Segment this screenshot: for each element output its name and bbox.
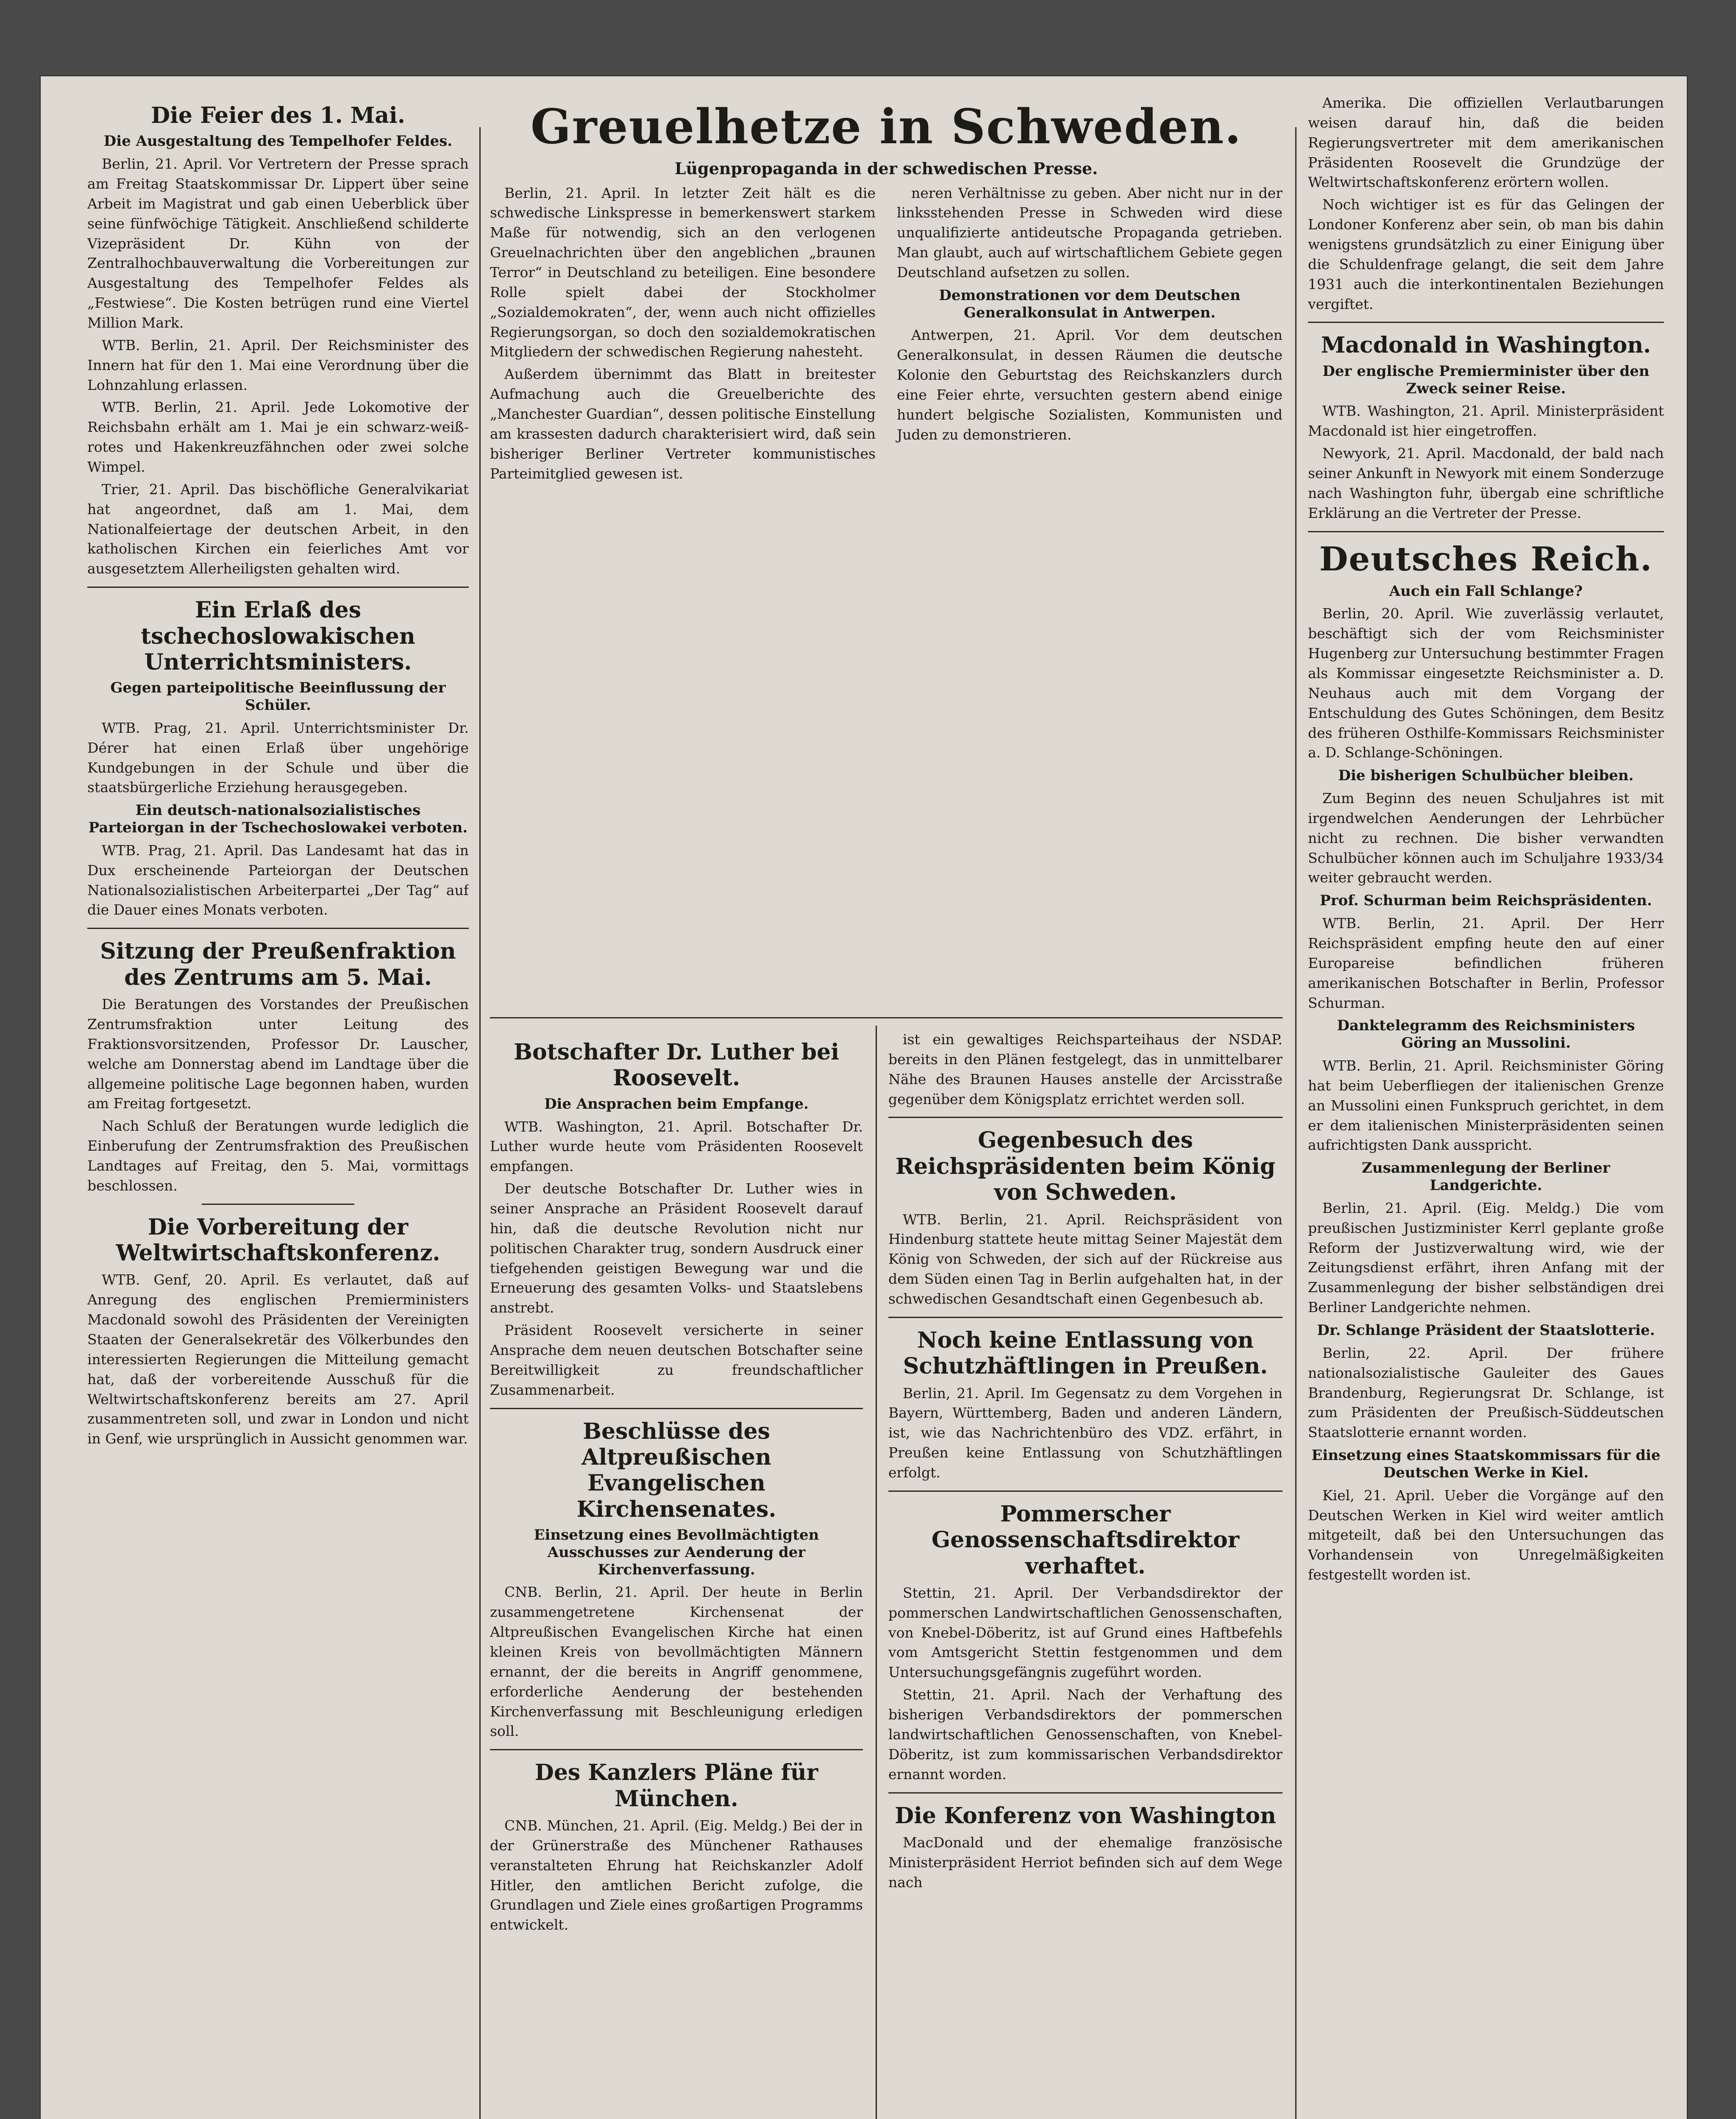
article-divider	[202, 1204, 354, 1205]
main-article-left	[490, 184, 876, 487]
article-divider	[87, 928, 469, 929]
article-paragraph: Zum Beginn des neuen Schuljahres ist mit irgendwelchen Aenderungen der Lehrbücher nicht zu rechnen. Die bisher verwandten Schulbücher können auch im Schuljahre 1933/34 weiter gebraucht werden.	[1308, 790, 1664, 886]
article-divider	[888, 1491, 1283, 1492]
article-paragraph: WTB. Washington, 21. April. Botschafter Dr. Luther wurde heute vom Präsidenten Roosevelt empfangen.	[490, 1118, 863, 1175]
article-paragraph: WTB. Berlin, 21. April. Der Herr Reichspräsident empfing heute den auf einer Europareise befindlichen früheren amerikanischen Botschafter in Berlin, Professor Schurman.	[1308, 915, 1664, 1011]
article-paragraph: Berlin, 22. April. Der frühere nationalsozialistische Gauleiter des Gaues Brandenburg, Regierungsrat Dr. Schlange, ist zum Präsidenten der Preußisch-Süddeutschen Staatslotterie ernannt worden.	[1308, 1344, 1664, 1441]
article-subtitle-kirche: Einsetzung eines Bevollmächtigten Ausschusses zur Aenderung der Kirchenverfassung.	[534, 1526, 819, 1578]
article-paragraph: ist ein gewaltiges Reichsparteihaus der NSDAP. bereits in den Plänen festgelegt, das in unmittelbarer Nähe des Braunen Hauses anstelle der Arcisstraße gegenüber dem Königsplatz errichtet werden soll.	[888, 1031, 1283, 1107]
article-title-zentrum: Sitzung der Preußenfraktion des Zentrums am 5. Mai.	[100, 938, 456, 990]
article-paragraph: Amerika. Die offiziellen Verlautbarungen weisen darauf hin, daß die beiden Regierungsvertreter mit dem amerikanischen Präsidenten Roosevelt die Grundzüge der Weltwirtschaftskonferenz erörtern wollen.	[1308, 95, 1664, 191]
article-paragraph: WTB. Genf, 20. April. Es verlautet, daß auf Anregung des englischen Premierministers Macdonald sowohl des Präsidenten der Vereinigten Staaten der Generalsekretär des Völkerbundes den interessierten Regierungen die Mitteilung gemacht hat, daß der vorbereitende Ausschuß für die Weltwirtschaftskonferenz bereits am 27. April zusammentreten soll, und zwar in London und nicht in Genf, wie ursprünglich in Aussicht genommen war.	[87, 1271, 469, 1447]
article-paragraph: Berlin, 21. April. (Eig. Meldg.) Die vom preußischen Justizminister Kerrl geplante große Reform der Justizverwaltung wird, wie der Zeitungsdienst erfährt, ihren Anfang mit der Zusammenlegung der bisher selbständigen drei Berliner Landgerichte nehmen.	[1308, 1199, 1664, 1316]
article-paragraph: WTB. Prag, 21. April. Das Landesamt hat das in Dux erscheinende Parteiorgan der Deutschen Nationalsozialistischen Arbeiterpartei „Der Tag“ auf die Dauer eines Monats verboten.	[87, 842, 469, 918]
article-paragraph: Präsident Roosevelt versicherte in seiner Ansprache dem neuen deutschen Botschafter seine Bereitwilligkeit zu freundschaftlicher Zusammenarbeit.	[490, 1322, 863, 1398]
article-subtitle-macdonald: Der englische Premierminister über den Zweck seiner Reise.	[1322, 362, 1650, 397]
article-subtitle-staatslotterie: Dr. Schlange Präsident der Staatslotterie.	[1317, 1322, 1655, 1339]
article-divider	[888, 1117, 1283, 1118]
article-paragraph: CNB. München, 21. April. (Eig. Meldg.) Bei der in der Grünerstraße des Münchener Rathauses veranstalteten Ehrung hat Reichskanzler Adolf Hitler, den amtlichen Bericht zufolge, die Grundlagen und Ziele eines großartigen Programms entwickelt.	[490, 1817, 863, 1933]
article-paragraph: Die Beratungen des Vorstandes der Preußischen Zentrumsfraktion unter Leitung des Fraktionsvorsitzenden, Professor Dr. Lauscher, welche am Donnerstag abend im Landtage über die allgemeine politische Lage begonnen haben, wurden am Freitag fortgesetzt.	[87, 996, 469, 1112]
article-subtitle-schulbuecher: Die bisherigen Schulbücher bleiben.	[1338, 767, 1634, 784]
main-subheadline: Lügenpropaganda in der schwedischen Presse.	[674, 159, 1098, 178]
column-rule-left	[479, 127, 481, 2119]
column-1	[87, 93, 469, 2119]
article-title-luther: Botschafter Dr. Luther bei Roosevelt.	[514, 1039, 839, 1091]
article-divider	[490, 1749, 863, 1750]
article-subtitle-landgerichte: Zusammenlegung der Berliner Landgerichte.	[1362, 1160, 1610, 1194]
article-divider	[888, 1792, 1283, 1794]
article-paragraph: Antwerpen, 21. April. Vor dem deutschen Generalkonsulat, in dessen Räumen die deutsche Kolonie den Geburtstag des Reichskanzlers durch eine Feier ehrte, versuchten gestern abend einige hundert belgische Sozialisten, Kommunisten und Juden zu demonstrieren.	[897, 327, 1283, 443]
article-divider	[1308, 531, 1664, 532]
article-paragraph: CNB. Berlin, 21. April. Der heute in Berlin zusammengetretene Kirchensenat der Altpreußischen Evangelischen Kirche hat einen kleinen Kreis von bevollmächtigten Männern ernannt, der die bereits in Angriff genommene, erforderliche Aenderung der bestehenden Kirchenverfassung mit Beschleunigung erledigen soll.	[490, 1584, 863, 1740]
article-divider	[888, 1317, 1283, 1318]
article-paragraph: Der deutsche Botschafter Dr. Luther wies in seiner Ansprache an Präsident Roosevelt darauf hin, daß die deutsche Revolution nicht nur politischen Charakter trug, sondern Ausdruck einer tiefgehenden geistigen Bewegung war und die Erneuerung des gesamten Volks- und Staatslebens anstrebt.	[490, 1180, 863, 1316]
article-paragraph: neren Verhältnisse zu geben. Aber nicht nur in der linksstehenden Presse in Schweden wird diese unqualifizierte antideutsche Propaganda getrieben. Man glaubt, auch auf wirtschaftlichem Gebiete gegen Deutschland aufsetzen zu sollen.	[897, 184, 1283, 281]
article-paragraph: WTB. Berlin, 21. April. Der Reichsminister des Innern hat für den 1. Mai eine Verordnung über die Lohnzahlung erlassen.	[87, 336, 469, 393]
article-paragraph: Kiel, 21. April. Ueber die Vorgänge auf den Deutschen Werken in Kiel wird weiter amtlich mitgeteilt, daß bei den Untersuchungen das Vorhandensein von Unregelmäßigkeiten festgestellt worden ist.	[1308, 1487, 1664, 1583]
article-subtitle-erlass: Gegen parteipolitische Beeinflussung der Schüler.	[110, 679, 446, 714]
main-article-divider	[490, 1017, 1283, 1018]
article-paragraph: Berlin, 20. April. Wie zuverlässig verlautet, beschäftigt sich der vom Reichsminister Hugenberg zur Untersuchung bestimmter Fragen als Kommissar eingesetzte Reichsminister a. D. Neuhaus auch mit dem Vorgang der Entschuldung des Gutes Schöningen, dem Besitz des früheren Osthilfe-Kommissars Reichsminister a. D. Schlange-Schöningen.	[1308, 605, 1664, 761]
column-rule-middle	[876, 1026, 877, 2119]
newspaper-page	[41, 76, 1687, 2119]
article-title-erlass: Ein Erlaß des tschechoslowakischen Unterrichtsministers.	[141, 597, 415, 675]
article-title-schutzhaft: Noch keine Entlassung von Schutzhäftlingen in Preußen.	[903, 1327, 1268, 1379]
article-subtitle-kiel: Einsetzung eines Staatskommissars für die Deutschen Werke in Kiel.	[1311, 1447, 1661, 1481]
article-divider	[87, 587, 469, 588]
article-title-pommern: Pommerscher Genossenschaftsdirektor verhaftet.	[931, 1501, 1240, 1579]
article-paragraph: WTB. Berlin, 21. April. Jede Lokomotive der Reichsbahn erhält am 1. Mai je ein schwarz-weiß-rotes und Hakenkreuzfähnchen oder zwei solche Wimpel.	[87, 399, 469, 476]
article-subtitle-goering: Danktelegramm des Reichsministers Göring an Mussolini.	[1337, 1017, 1635, 1052]
article-paragraph: Berlin, 21. April. In letzter Zeit hält es die schwedische Linkspresse in bemerkenswert starkem Maße für notwendig, sich an den verlogenen Greuelnachrichten über den angeblichen „braunen Terror“ in Deutschland zu beteiligen. Eine besondere Rolle spielt dabei der Stockholmer „Sozialdemokraten“, der, wenn auch nicht offizielles Regierungsorgan, so doch den sozialdemokratischen Mitgliedern der schwedischen Regierung nahesteht.	[490, 184, 876, 360]
article-title-kirche: Beschlüsse des Altpreußischen Evangelischen Kirchensenates.	[576, 1418, 776, 1522]
article-paragraph: Stettin, 21. April. Der Verbandsdirektor der pommerschen Landwirtschaftlichen Genossenschaften, von Knebel-Döberitz, ist auf Grund eines Haftbefehls vom Amtsgericht Stettin festgenommen und dem Untersuchungsgefängnis zugeführt worden.	[888, 1584, 1283, 1681]
article-subtitle-feier: Die Ausgestaltung des Tempelhofer Feldes.	[103, 133, 453, 150]
article-divider	[1308, 322, 1664, 323]
article-paragraph: Nach Schluß der Beratungen wurde lediglich die Einberufung der Zentrumsfraktion des Preußischen Landtages auf Freitag, den 5. Mai, vormittags beschlossen.	[87, 1118, 469, 1194]
article-paragraph: Noch wichtiger ist es für das Gelingen der Londoner Konferenz aber sein, ob man bis dahin wenigstens grundsätzlich zu einer Einigung über die Schuldenfrage gelangt, die seit dem Jahre 1931 auch die interkontinentalen Beziehungen vergiftet.	[1308, 196, 1664, 312]
article-subtitle-verbot: Ein deutsch-nationalsozialistisches Parteiorgan in der Tschechoslowakei verboten.	[88, 802, 468, 837]
article-title-feier: Die Feier des 1. Mai.	[151, 103, 405, 128]
column-2-top	[490, 93, 1283, 1017]
article-paragraph: Trier, 21. April. Das bischöfliche Generalvikariat hat angeordnet, daß am 1. Mai, dem Nationalfeiertage der deutschen Arbeit, in den katholischen Kirchen ein feierliches Amt vor ausgesetztem Allerheiligsten gehalten wird.	[87, 481, 469, 577]
article-paragraph: MacDonald und der ehemalige französische Ministerpräsident Herriot befinden sich auf dem Wege nach	[888, 1834, 1283, 1891]
article-paragraph: Berlin, 21. April. Im Gegensatz zu dem Vorgehen in Bayern, Württemberg, Baden und anderen Ländern, ist, wie das Nachrichtenbüro des VDZ. erfährt, in Preußen keine Entlassung von Schutzhäftlingen erfolgt.	[888, 1385, 1283, 1481]
section-title-deutsches-reich: Deutsches Reich.	[1319, 539, 1653, 578]
article-subtitle-luther: Die Ansprachen beim Empfange.	[544, 1095, 809, 1112]
article-subtitle-schlange: Auch ein Fall Schlange?	[1389, 582, 1583, 600]
article-title-gegenbesuch: Gegenbesuch des Reichspräsidenten beim König von Schweden.	[895, 1127, 1276, 1206]
article-paragraph: Berlin, 21. April. Vor Vertretern der Presse sprach am Freitag Staatskommissar Dr. Lippert über seine Arbeit im Magistrat und gab einen Ueberblick über seine fünfwöchige Tätigkeit. Anschließend schilderte Vizepräsident Dr. Kühn von der Zentralhochbauverwaltung die Vorbereitungen zur Ausgestaltung des Tempelhofer Feldes als „Festwiese“. Die Kosten betrügen rund eine Viertel Million Mark.	[87, 156, 469, 331]
article-paragraph: Außerdem übernimmt das Blatt in breitester Aufmachung auch die Greuelberichte des „Manchester Guardian“, dessen politische Einstellung am krassesten dadurch charakterisiert wird, daß sein bisheriger Berliner Vertreter kommunistisches Parteimitglied gewesen ist.	[490, 366, 876, 482]
article-paragraph: WTB. Berlin, 21. April. Reichsminister Göring hat beim Ueberfliegen der italienischen Grenze an Mussolini einen Funkspruch gerichtet, in dem er dem italienischen Ministerpräsidenten seinen aufrichtigsten Dank ausspricht.	[1308, 1057, 1664, 1154]
column-3	[1308, 93, 1664, 2119]
article-paragraph: WTB. Prag, 21. April. Unterrichtsminister Dr. Dérer hat einen Erlaß über ungehörige Kundgebungen in der Schule und über die staatsbürgerliche Erziehung herausgegeben.	[87, 719, 469, 796]
column-2a	[490, 1030, 863, 2119]
article-paragraph: WTB. Washington, 21. April. Ministerpräsident Macdonald ist hier eingetroffen.	[1308, 403, 1664, 439]
article-divider	[490, 1408, 863, 1409]
column-2b	[888, 1030, 1283, 2119]
article-paragraph: Stettin, 21. April. Nach der Verhaftung des bisherigen Verbandsdirektors der pommerschen landwirtschaftlichen Genossenschaften, von Knebel-Döberitz, ist zum kommissarischen Verbandsdirektor ernannt worden.	[888, 1686, 1283, 1783]
article-paragraph: Newyork, 21. April. Macdonald, der bald nach seiner Ankunft in Newyork mit einem Sonderzuge nach Washington fuhr, übergab eine schriftliche Erklärung an die Vertreter der Presse.	[1308, 445, 1664, 521]
article-subtitle-schurman: Prof. Schurman beim Reichspräsidenten.	[1320, 892, 1652, 909]
article-title-macdonald: Macdonald in Washington.	[1321, 332, 1651, 359]
article-subtitle-antwerpen: Demonstrationen vor dem Deutschen Generalkonsulat in Antwerpen.	[939, 286, 1241, 321]
main-article-right	[897, 184, 1283, 487]
article-title-weltwirtschaft: Die Vorbereitung der Weltwirtschaftskonferenz.	[116, 1214, 440, 1266]
main-headline: Greuelhetze in Schweden.	[530, 99, 1242, 155]
article-title-kanzler: Des Kanzlers Pläne für München.	[534, 1760, 818, 1812]
column-rule-right	[1295, 127, 1296, 2119]
article-paragraph: WTB. Berlin, 21. April. Reichspräsident von Hindenburg stattete heute mittag Seiner Majestät dem König von Schweden, der sich auf der Rückreise aus dem Süden einen Tag in Berlin aufgehalten hat, in der schwedischen Gesandtschaft einen Gegenbesuch ab.	[888, 1211, 1283, 1307]
article-title-konferenz: Die Konferenz von Washington	[895, 1802, 1276, 1829]
